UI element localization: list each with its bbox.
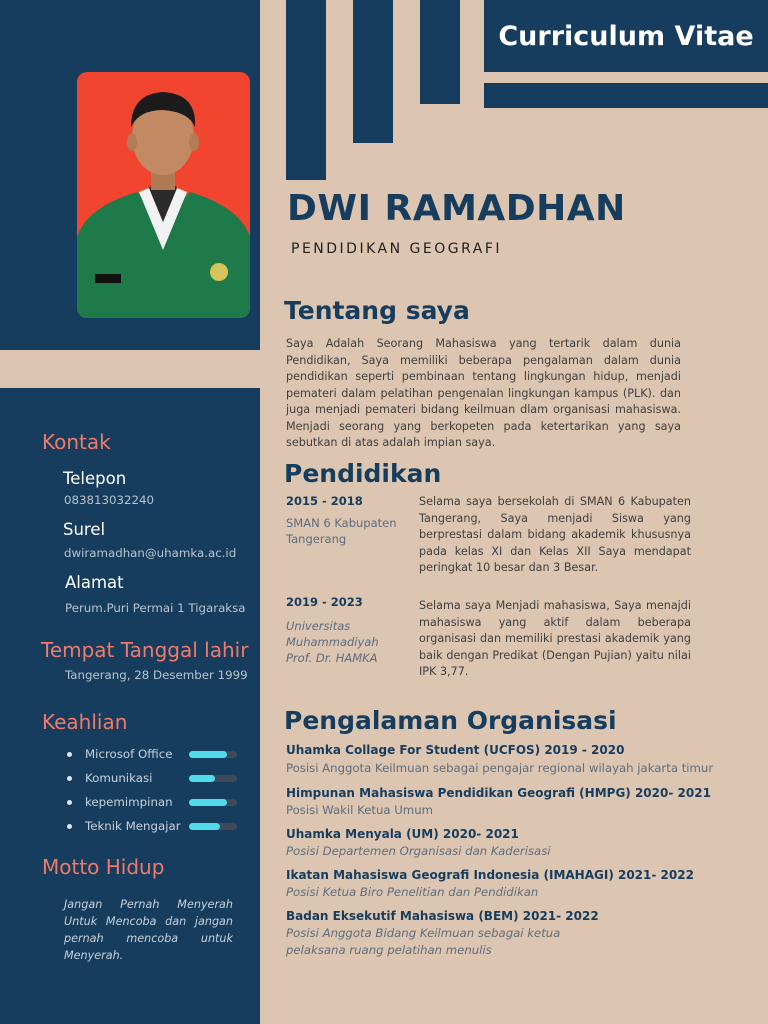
bullet-icon [67, 752, 72, 757]
skill-level-fill [189, 799, 227, 806]
organization-name-2: Himpunan Mahasiswa Pendidikan Geografi (HMPG) 2020- 2021 [286, 786, 711, 800]
skill-item [67, 818, 237, 834]
address-label: Alamat [65, 573, 124, 592]
skills-title: Keahlian [42, 710, 128, 734]
phone-value: 083813032240 [64, 493, 155, 507]
birth-value: Tangerang, 28 Desember 1999 [65, 668, 248, 682]
education-school-1: SMAN 6 Kabupaten Tangerang [286, 516, 397, 546]
contact-title: Kontak [42, 430, 111, 454]
organization-role-1: Posisi Anggota Keilmuan sebagai pengajar regional wilayah jakarta timur [286, 761, 714, 775]
skill-item [67, 770, 237, 786]
skill-name: Microsof Office [85, 747, 173, 761]
education-year-1: 2015 - 2018 [286, 494, 363, 508]
organization-name-1: Uhamka Collage For Student (UCFOS) 2019 - 2020 [286, 743, 625, 757]
skill-level-fill [189, 775, 215, 782]
address-value: Perum.Puri Permai 1 Tigaraksa [65, 601, 246, 615]
education-year-2: 2019 - 2023 [286, 595, 363, 609]
skill-item [67, 746, 237, 762]
skill-level-bar [189, 823, 237, 830]
birth-title: Tempat Tanggal lahir [41, 638, 249, 662]
decor-bar-1 [286, 0, 326, 180]
skill-item [67, 794, 237, 810]
organization-title: Pengalaman Organisasi [284, 706, 617, 735]
bullet-icon [67, 800, 72, 805]
skill-level-fill [189, 823, 220, 830]
bullet-icon [67, 776, 72, 781]
education-desc-1: Selama saya bersekolah di SMAN 6 Kabupaten Tangerang, Saya menjadi Siswa yang berprestasi dalam bidang akademik khususnya pada kelas XI dan Kelas XII Saya mendapat peringkat 10 besar dan 3 Besar. [419, 495, 691, 574]
organization-name-4: Ikatan Mahasiswa Geografi Indonesia (IMAHAGI) 2021- 2022 [286, 868, 694, 882]
organization-role-3: Posisi Departemen Organisasi dan Kaderisasi [286, 844, 551, 858]
organization-role-5: Posisi Anggota Bidang Keilmuan sebagai ketua pelaksana ruang pelatihan menulis [286, 926, 561, 957]
organization-name-5: Badan Eksekutif Mahasiswa (BEM) 2021- 2022 [286, 909, 599, 923]
person-name: DWI RAMADHAN [287, 188, 626, 229]
motto-text: Jangan Pernah Menyerah Untuk Mencoba dan jangan pernah mencoba untuk Menyerah. [64, 898, 233, 962]
decor-bar-3 [420, 0, 460, 104]
person-role: PENDIDIKAN GEOGRAFI [291, 241, 502, 257]
skill-name: Teknik Mengajar [85, 819, 181, 833]
motto-title: Motto Hidup [42, 855, 165, 879]
decor-bar-2 [353, 0, 393, 143]
cv-title-banner [484, 0, 768, 72]
decor-bar-4 [484, 83, 768, 108]
about-text: Saya Adalah Seorang Mahasiswa yang tertarik dalam dunia Pendidikan, Saya memiliki beberapa pengalaman dalam dunia pendidikan seperti pembinaan tentang lingkungan hidup, menjadi pemateri dalam pelatihan pengenalan lingkungan kampus (PLK). dan juga menjadi pemateri bidang keilmuan dlam organisasi mahasiswa. Menjadi seorang yang berkopeten pada ketertarikan yang saya sebutkan di atas adalah impian saya. [286, 337, 681, 449]
skill-name: Komunikasi [85, 771, 153, 785]
skill-level-bar [189, 751, 237, 758]
bullet-icon [67, 824, 72, 829]
organization-name-3: Uhamka Menyala (UM) 2020- 2021 [286, 827, 519, 841]
email-label: Surel [63, 520, 106, 539]
phone-label: Telepon [63, 469, 127, 488]
skill-name: kepemimpinan [85, 795, 173, 809]
organization-role-4: Posisi Ketua Biro Penelitian dan Pendidikan [286, 885, 539, 899]
about-title: Tentang saya [284, 296, 470, 325]
person-avatar-icon [77, 72, 250, 318]
education-school-2: Universitas Muhammadiyah Prof. Dr. HAMKA [286, 619, 379, 665]
skill-level-bar [189, 799, 237, 806]
organization-role-2: Posisi Wakil Ketua Umum [286, 803, 433, 817]
skill-level-bar [189, 775, 237, 782]
education-title: Pendidikan [284, 459, 442, 488]
profile-photo [77, 72, 250, 318]
cv-title: Curriculum Vitae [498, 20, 754, 52]
education-desc-2: Selama saya Menjadi mahasiswa, Saya menajdi mahasiswa yang aktif dalam beberapa organisasi dan memiliki prestasi akademik yang baik dengan Predikat (Dengan Pujian) yaitu nilai IPK 3,77. [419, 599, 691, 678]
skill-level-fill [189, 751, 227, 758]
email-value: dwiramadhan@uhamka.ac.id [64, 546, 237, 560]
